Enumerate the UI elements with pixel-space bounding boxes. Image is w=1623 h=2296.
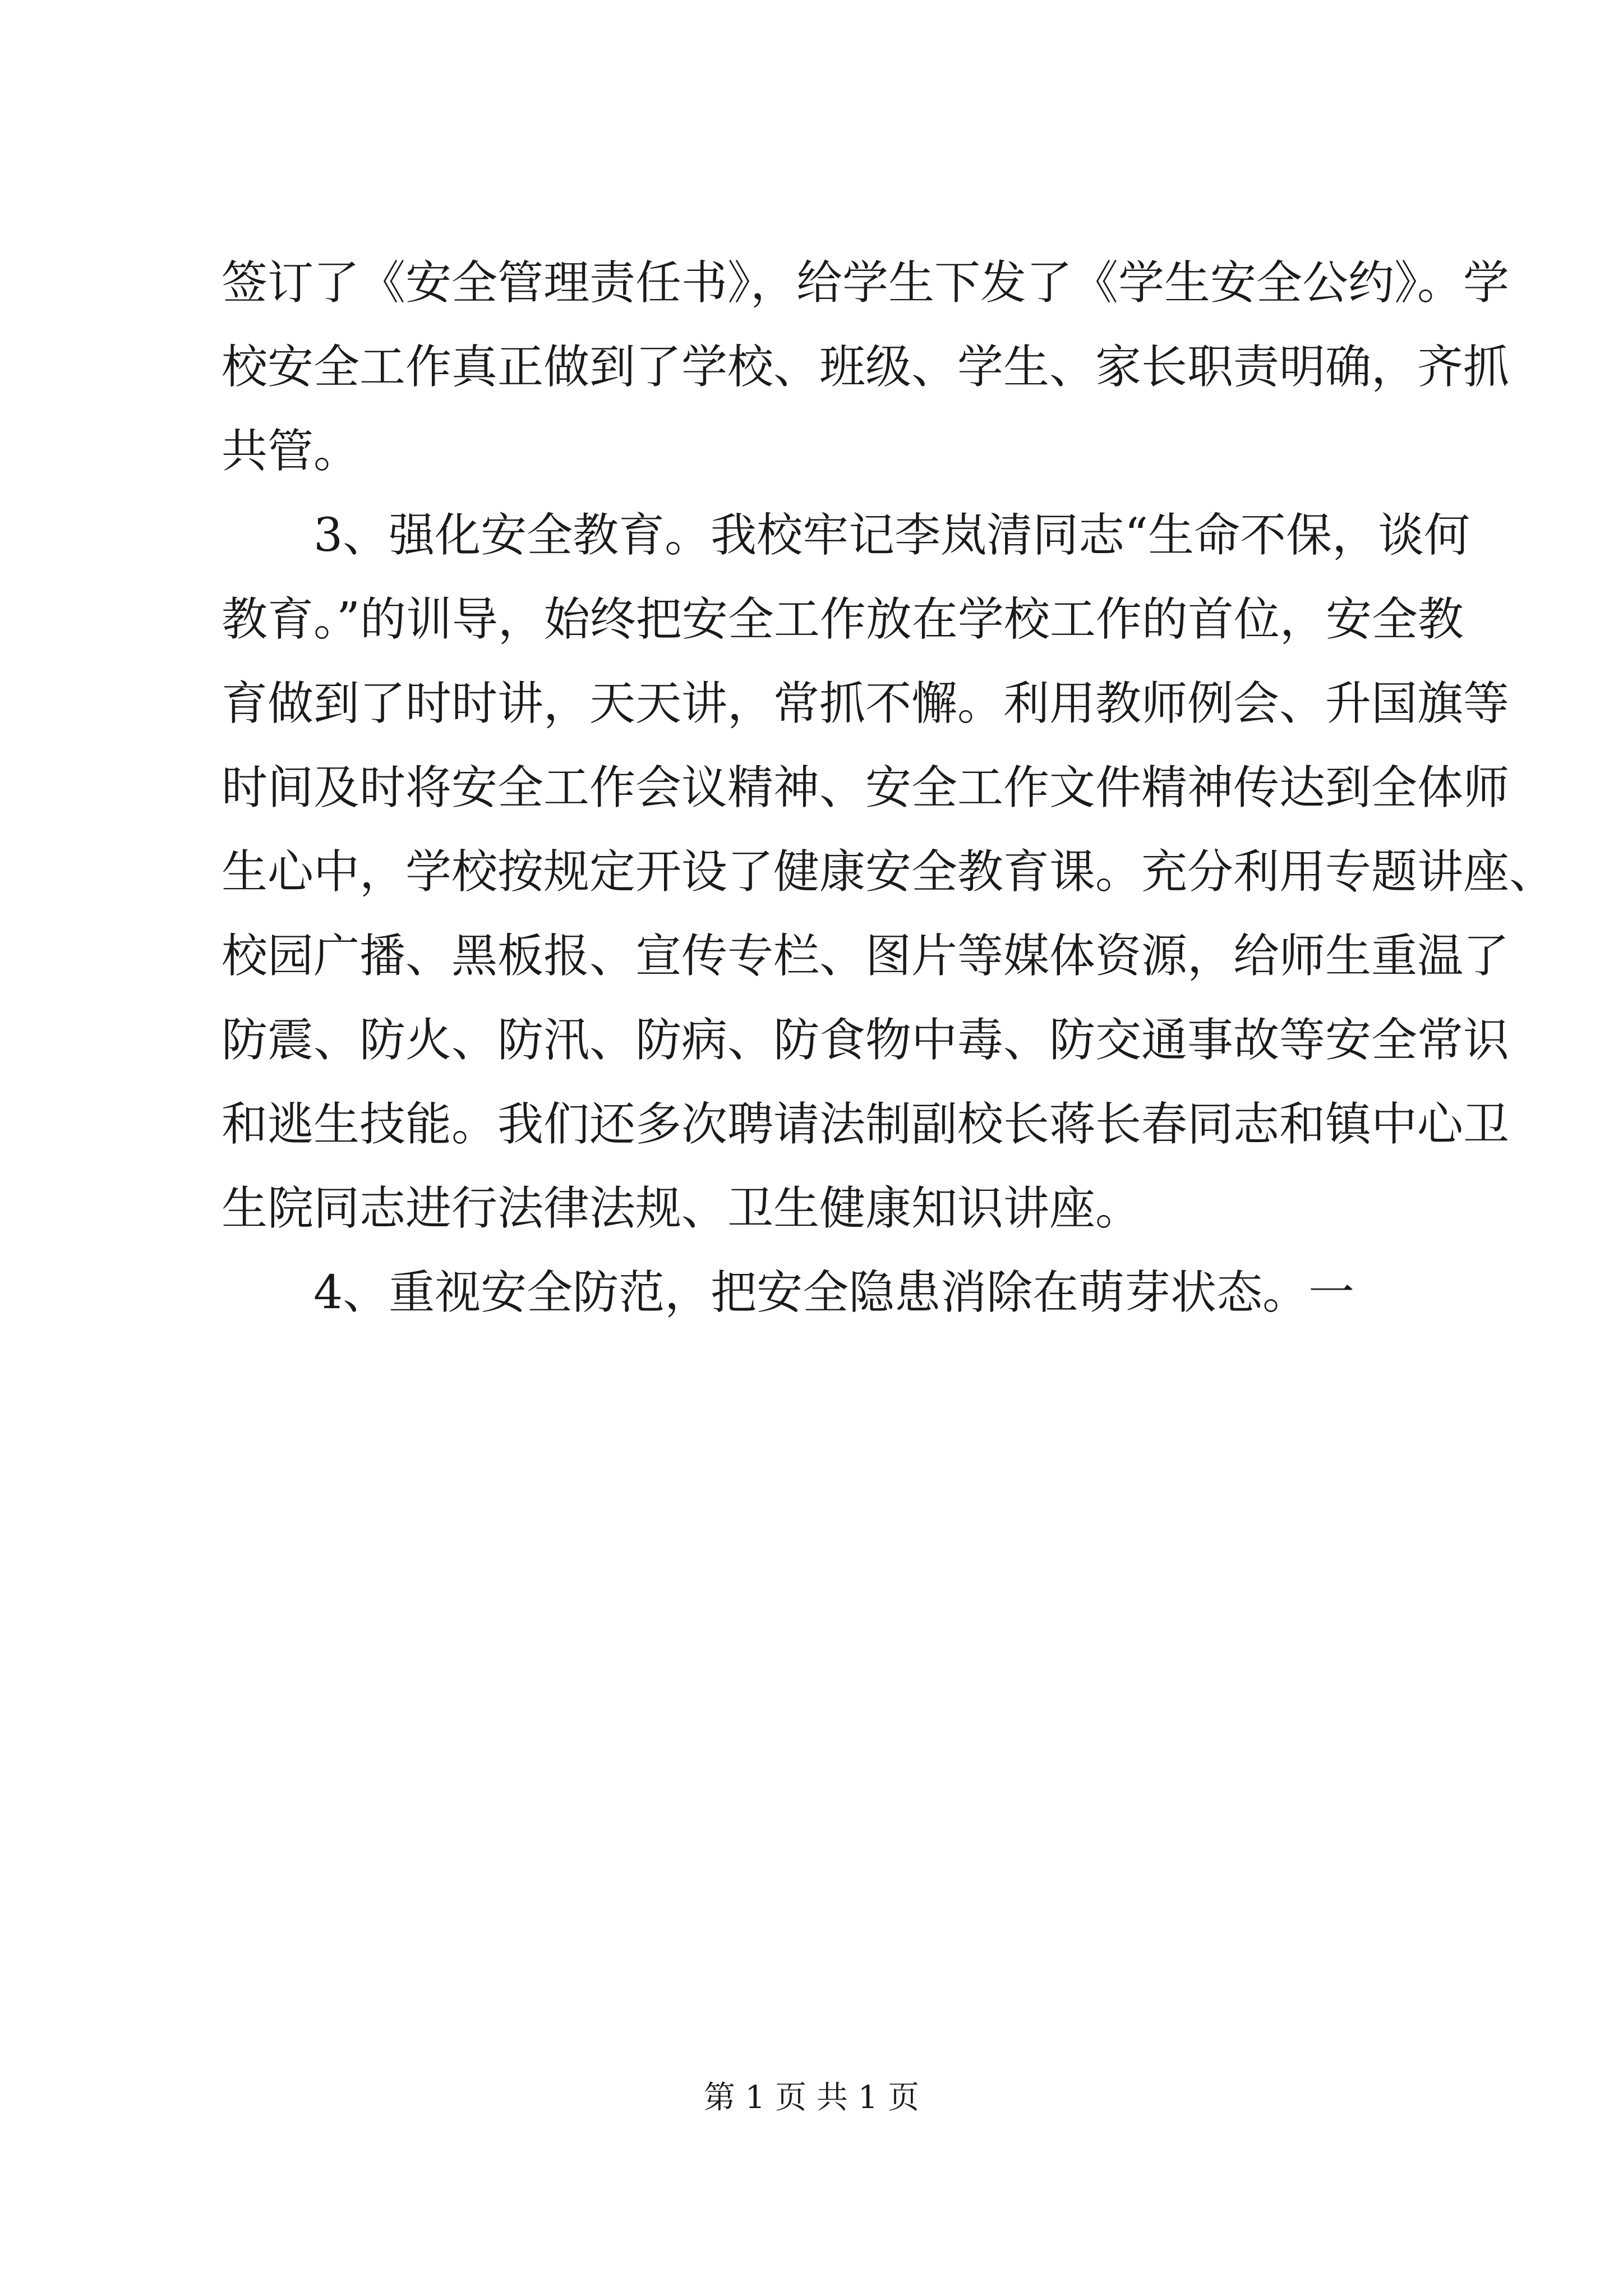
paragraph-line: 校园广播、黑板报、宣传专栏、图片等媒体资源，给师生重温了 [222, 930, 1510, 983]
paragraph-line: 生心中，学校按规定开设了健康安全教育课。充分利用专题讲座、 [222, 845, 1556, 899]
paragraph-line: 校安全工作真正做到了学校、班级、学生、家长职责明确，齐抓 [222, 341, 1510, 394]
paragraph-line-indented: 3、强化安全教育。我校牢记李岚清同志“生命不保，谈何 [313, 509, 1470, 562]
page-footer: 第 1 页 共 1 页 [703, 2079, 920, 2116]
paragraph-line-indented: 4、重视安全防范，把安全隐患消除在萌芽状态。一 [313, 1266, 1355, 1319]
document-body [222, 241, 1556, 1335]
paragraph-line: 防震、防火、防汛、防病、防食物中毒、防交通事故等安全常识 [222, 1014, 1510, 1067]
paragraph-line: 生院同志进行法律法规、卫生健康知识讲座。 [222, 1182, 1142, 1235]
paragraph-line: 教育。”的训导，始终把安全工作放在学校工作的首位，安全教 [222, 593, 1464, 646]
paragraph-line: 和逃生技能。我们还多次聘请法制副校长蒋长春同志和镇中心卫 [222, 1098, 1510, 1151]
paragraph-line: 育做到了时时讲，天天讲，常抓不懈。利用教师例会、升国旗等 [222, 677, 1510, 730]
paragraph-line: 共管。 [222, 425, 360, 478]
paragraph-line: 时间及时将安全工作会议精神、安全工作文件精神传达到全体师 [222, 761, 1510, 815]
paragraph-line: 签订了《安全管理责任书》，给学生下发了《学生安全公约》。学 [222, 256, 1510, 310]
